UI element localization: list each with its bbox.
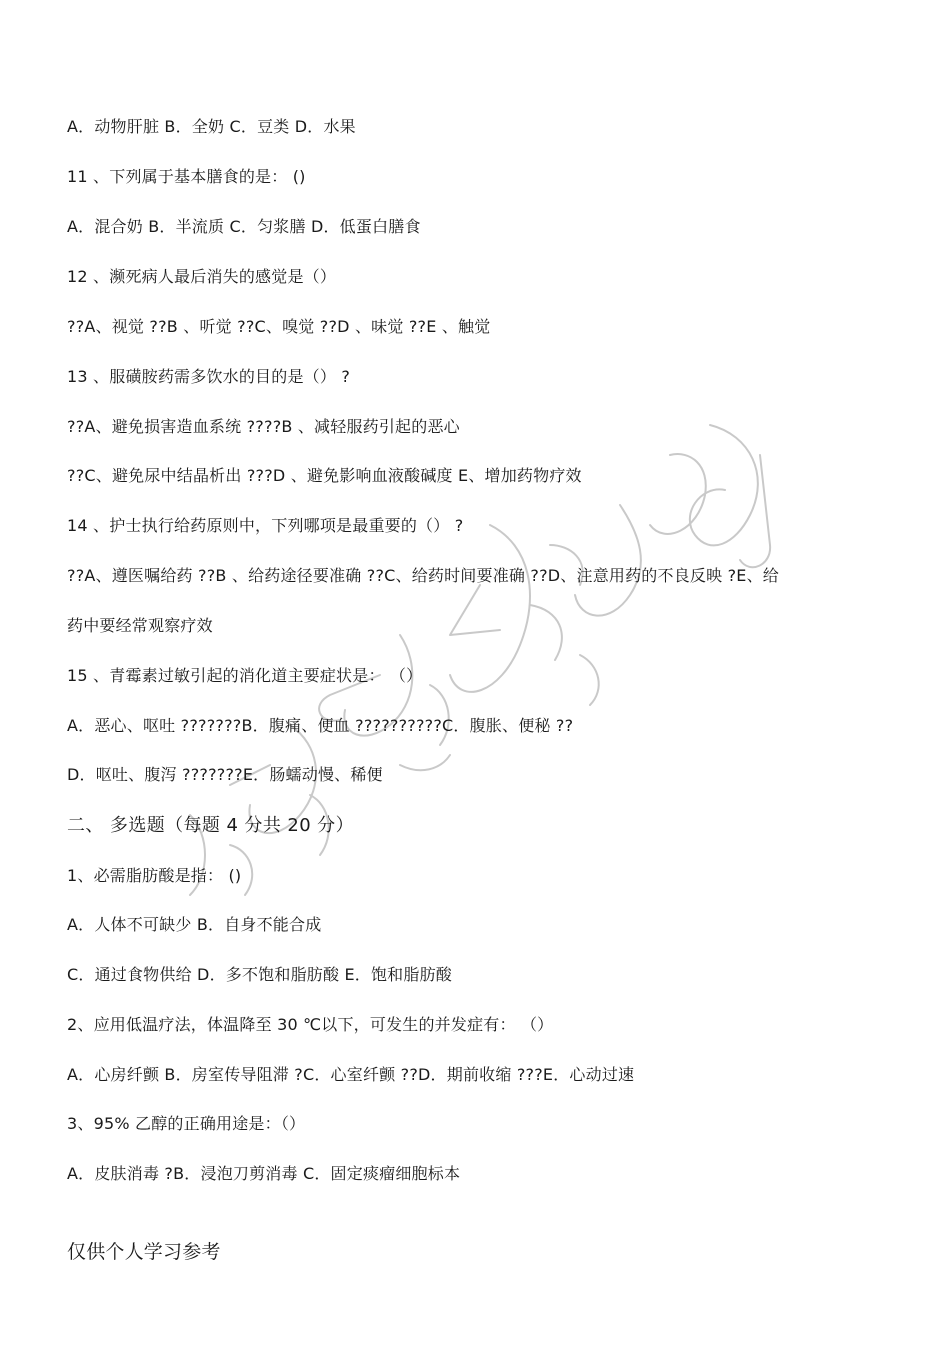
section-heading: 二、 多选题（每题 4 分共 20 分）	[67, 815, 354, 836]
option-line: A．心房纤颤 B．房室传导阻滞 ?C．心室纤颤 ??D．期前收缩 ???E．心动过速	[67, 1065, 635, 1084]
question-13: 13 、服磺胺药需多饮水的目的是（） ?	[67, 367, 351, 386]
question-3: 3、95% 乙醇的正确用途是：（）	[67, 1114, 306, 1133]
option-line: A．混合奶 B．半流质 C．匀浆膳 D．低蛋白膳食	[67, 217, 421, 236]
option-line: ??A、避免损害造血系统 ????B 、减轻服药引起的恶心	[67, 417, 460, 436]
question-11: 11 、下列属于基本膳食的是： ()	[67, 167, 306, 186]
option-line: ??A、视觉 ??B 、听觉 ??C、嗅觉 ??D 、味觉 ??E 、触觉	[67, 317, 491, 336]
option-line: A．恶心、呕吐 ???????B．腹痛、便血 ??????????C．腹胀、便秘 ??	[67, 716, 574, 735]
option-line: ??C、避免尿中结晶析出 ???D 、避免影响血液酸碱度 E、增加药物疗效	[67, 466, 582, 485]
option-line-continued: 药中要经常观察疗效	[67, 616, 213, 635]
option-line: A．动物肝脏 B．全奶 C．豆类 D．水果	[67, 117, 356, 136]
question-14: 14 、护士执行给药原则中，下列哪项是最重要的（） ?	[67, 516, 464, 535]
option-line: ??A、遵医嘱给药 ??B 、给药途径要准确 ??C、给药时间要准确 ??D、注意用药的不良反映 ?E、给	[67, 566, 779, 585]
option-line: C．通过食物供给 D．多不饱和脂肪酸 E．饱和脂肪酸	[67, 965, 452, 984]
option-line: A．皮肤消毒 ?B．浸泡刀剪消毒 C．固定痰瘤细胞标本	[67, 1164, 461, 1183]
question-2: 2、应用低温疗法，体温降至 30 ℃以下，可发生的并发症有： （）	[67, 1015, 554, 1034]
question-12: 12 、濒死病人最后消失的感觉是（）	[67, 267, 337, 286]
question-1: 1、必需脂肪酸是指： ()	[67, 866, 242, 885]
option-line: A．人体不可缺少 B．自身不能合成	[67, 915, 322, 934]
question-15: 15 、青霉素过敏引起的消化道主要症状是： （）	[67, 666, 423, 685]
footer-note: 仅供个人学习参考	[67, 1241, 221, 1263]
option-line: D．呕吐、腹泻 ???????E．肠蠕动慢、稀便	[67, 765, 383, 784]
